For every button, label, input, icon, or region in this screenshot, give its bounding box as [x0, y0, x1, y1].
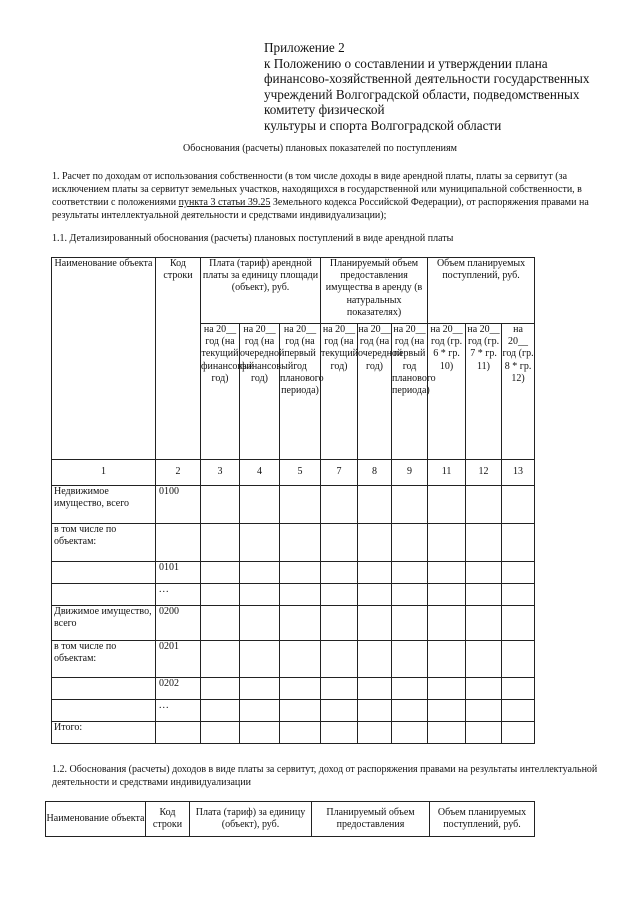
row-code: 0100 — [156, 486, 201, 524]
table-row — [52, 524, 535, 562]
appendix-line: Приложение 2 — [264, 40, 345, 55]
law-reference-link[interactable]: пункта 3 статьи 39.25 — [178, 197, 271, 208]
column-number-row — [52, 460, 535, 486]
header-rate: Плата (тариф) за единицу (объект), руб. — [190, 802, 312, 837]
section-1-text-end: Земельного кодекса Российской Федерации), от распоряжения правами на результаты интеллектуальной деятельности и средствами индивидуализации); — [52, 197, 589, 221]
column-number: 4 — [240, 460, 280, 486]
row-name — [52, 700, 156, 722]
column-number: 11 — [428, 460, 466, 486]
appendix-line: учреждений Волгоградской области, подведомственных — [264, 86, 580, 102]
header-planned-volume: Планируемый объем предоставления — [312, 802, 430, 837]
appendix-line: финансово-хозяйственной деятельности государственных — [264, 71, 590, 87]
appendix-header — [264, 40, 604, 134]
row-name: в том числе по объектам: — [52, 641, 156, 678]
table-row — [52, 562, 535, 584]
row-code — [156, 722, 201, 744]
row-name — [52, 678, 156, 700]
row-code: ... — [156, 584, 201, 606]
section-1-1-title: 1.1. Детализированный обоснования (расчеты) плановых поступлений в виде арендной платы — [52, 233, 454, 244]
header-object-name: Наименование объекта — [46, 802, 146, 837]
header-row-code: Код строки — [146, 802, 190, 837]
document-title: Обоснования (расчеты) плановых показателей по поступлениям — [183, 143, 457, 154]
table-row — [52, 678, 535, 700]
table-row — [52, 584, 535, 606]
table-row — [52, 641, 535, 678]
column-number: 5 — [280, 460, 321, 486]
row-name — [52, 562, 156, 584]
servitude-income-table — [45, 801, 535, 837]
column-number: 13 — [502, 460, 535, 486]
header-row-code: Код строки — [156, 258, 201, 460]
row-name — [52, 584, 156, 606]
appendix-line: комитету физической — [264, 102, 385, 118]
subheader-col-13: на 20__ год (гр. 8 * гр. 12) — [502, 324, 535, 460]
subheader-col-7: на 20__ год (на текущий год) — [321, 324, 358, 460]
row-code: ... — [156, 700, 201, 722]
section-1-2-title: 1.2. Обоснования (расчеты) доходов в виде платы за сервитут, доход от распоряжения правами на результаты интеллектуальной деятельности и средствами индивидуализации — [52, 764, 598, 788]
subheader-col-8: на 20__ год (на очередной год) — [358, 324, 392, 460]
row-name: Итого: — [52, 722, 156, 744]
column-number: 12 — [466, 460, 502, 486]
row-code: 0200 — [156, 606, 201, 641]
row-code: 0201 — [156, 641, 201, 678]
subheader-col-9: на 20__ год (на первый год планового периода) — [392, 324, 428, 460]
table-row — [52, 606, 535, 641]
column-number: 7 — [321, 460, 358, 486]
rent-income-table — [51, 257, 535, 744]
table-row — [52, 722, 535, 744]
row-name: Движимое имущество, всего — [52, 606, 156, 641]
row-name: в том числе по объектам: — [52, 524, 156, 562]
column-number: 2 — [156, 460, 201, 486]
column-number: 3 — [201, 460, 240, 486]
header-planned-income: Объем планируемых поступлений, руб. — [428, 258, 535, 324]
header-rate: Плата (тариф) арендной платы за единицу площади (объект), руб. — [201, 258, 321, 324]
header-planned-volume: Планируемый объем предоставления имущества в аренду (в натуральных показателях) — [321, 258, 428, 324]
column-number: 8 — [358, 460, 392, 486]
section-1-text-start: 1. Расчет по доходам от использования собственности (в том числе доходы в виде арендной платы, платы за сервитут (за исключением платы за сервитут земельных участков, находящихся в государственной или муниципальной собственности, в соответствии с положениями — [52, 171, 582, 208]
table-row — [52, 486, 535, 524]
row-code — [156, 524, 201, 562]
header-object-name: Наименование объекта — [52, 258, 156, 460]
row-code: 0202 — [156, 678, 201, 700]
subheader-col-5: на 20__ год (на первый год планового периода) — [280, 324, 321, 460]
subheader-col-3: на 20__ год (на текущий финансовый год) — [201, 324, 240, 460]
subheader-col-4: на 20__ год (на очередной финансовый год) — [240, 324, 280, 460]
header-planned-income: Объем планируемых поступлений, руб. — [430, 802, 535, 837]
section-1-paragraph — [52, 170, 600, 222]
column-number: 1 — [52, 460, 156, 486]
table-row — [52, 700, 535, 722]
appendix-line: к Положению о составлении и утверждении плана — [264, 55, 548, 71]
row-code: 0101 — [156, 562, 201, 584]
column-number: 9 — [392, 460, 428, 486]
appendix-line: культуры и спорта Волгоградской области — [264, 117, 502, 133]
subheader-col-12: на 20__ год (гр. 7 * гр. 11) — [466, 324, 502, 460]
row-name: Недвижимое имущество, всего — [52, 486, 156, 524]
subheader-col-11: на 20__ год (гр. 6 * гр. 10) — [428, 324, 466, 460]
